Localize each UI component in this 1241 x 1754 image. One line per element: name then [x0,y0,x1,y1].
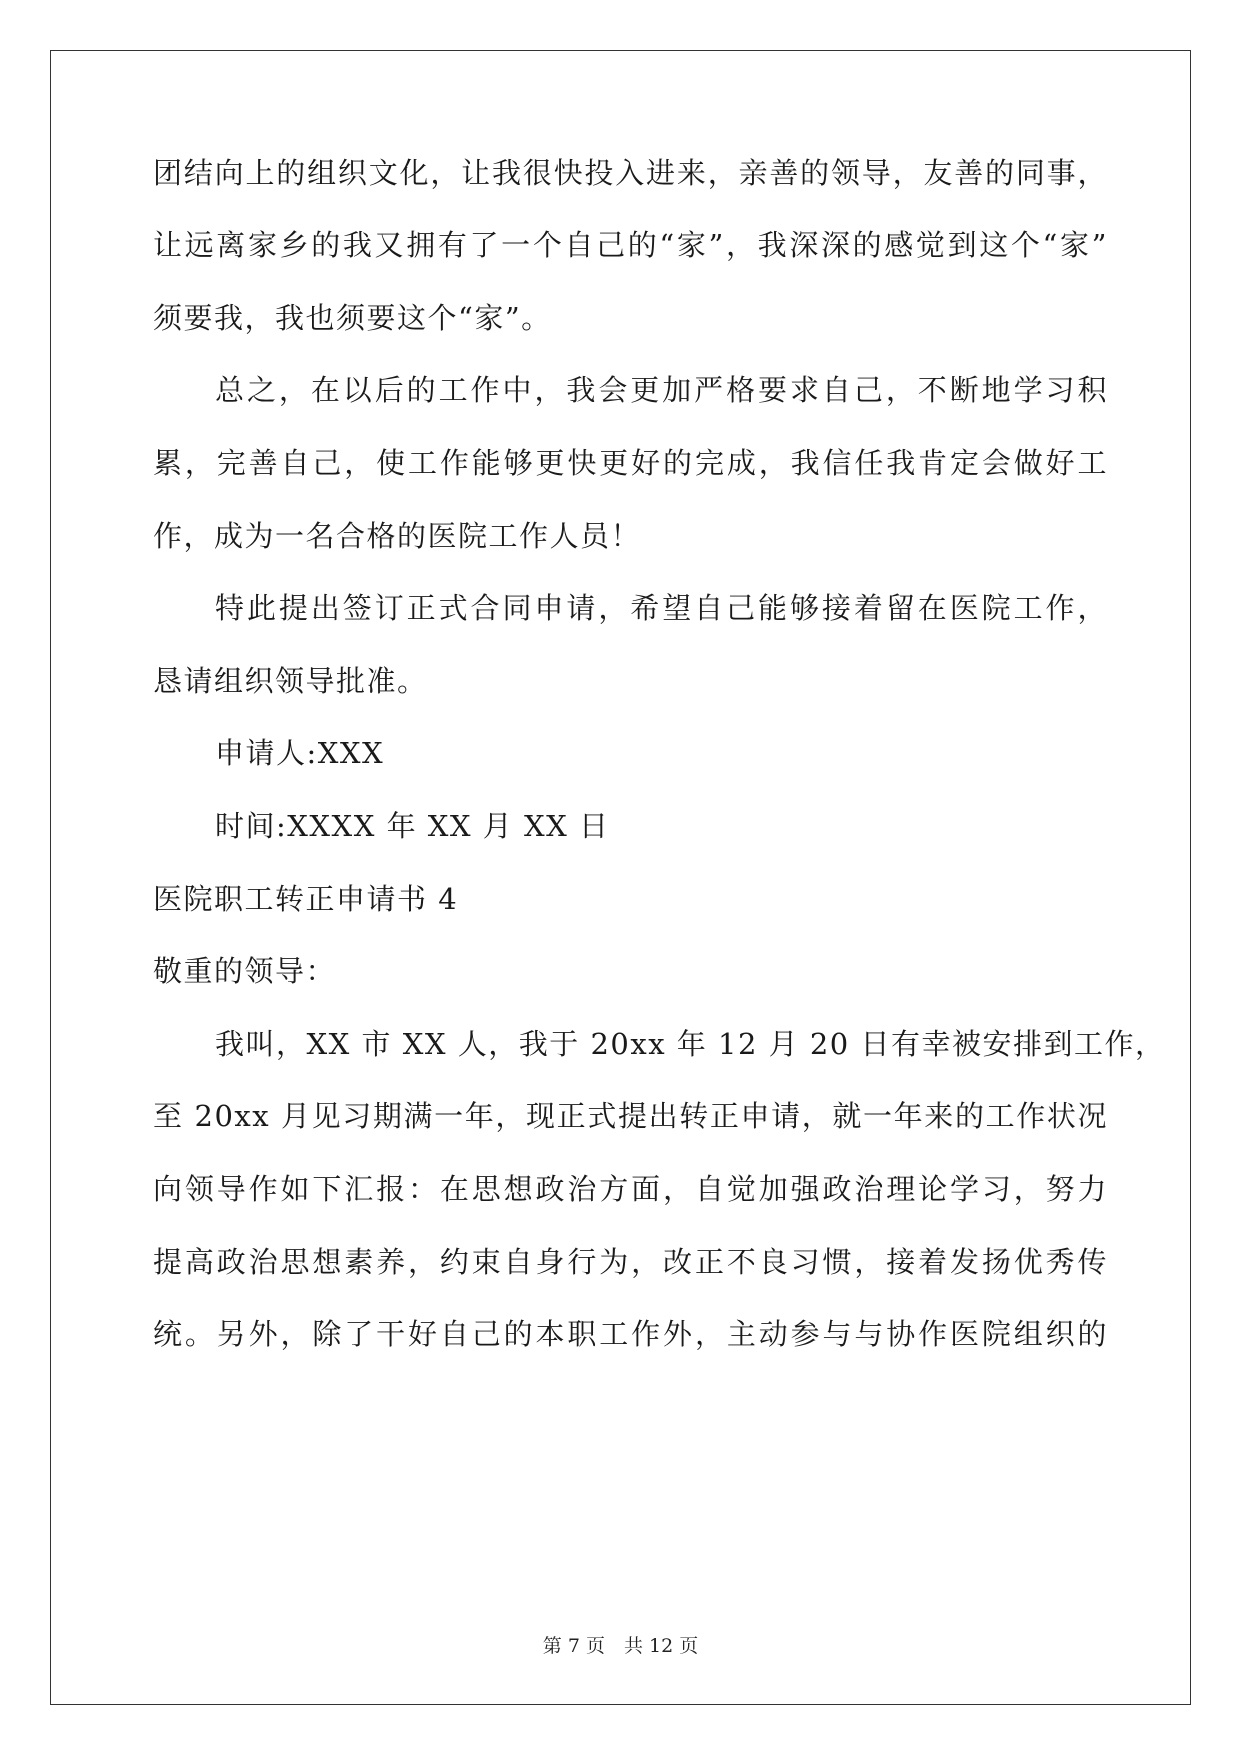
applicant-line: 申请人:XXX [215,736,385,770]
body-line: 特此提出签订正式合同申请，希望自己能够接着留在医院工作， [215,591,1108,625]
section-heading: 医院职工转正申请书 4 [153,882,459,916]
body-line: 总之，在以后的工作中，我会更加严格要求自己，不断地学习积 [215,373,1108,407]
salutation: 敬重的领导： [153,954,337,988]
body-line: 累，完善自己，使工作能够更快更好的完成，我信任我肯定会做好工 [153,446,1108,480]
body-line: 作，成为一名合格的医院工作人员！ [153,519,642,553]
body-line: 向领导作如下汇报：在思想政治方面，自觉加强政治理论学习，努力 [153,1172,1108,1206]
body-line: 统。另外，除了干好自己的本职工作外，主动参与与协作医院组织的 [153,1317,1108,1351]
body-line: 须要我，我也须要这个“家”。 [153,301,552,335]
page-number: 第 7 页 共 12 页 [542,1635,699,1657]
body-line: 让远离家乡的我又拥有了一个自己的“家”，我深深的感觉到这个“家” [153,228,1108,262]
body-line: 团结向上的组织文化，让我很快投入进来，亲善的领导，友善的同事， [153,156,1108,190]
date-line: 时间:XXXX 年 XX 月 XX 日 [215,809,610,843]
body-line: 我叫，XX 市 XX 人，我于 20xx 年 12 月 20 日有幸被安排到工作， [215,1027,1166,1061]
body-line: 至 20xx 月见习期满一年，现正式提出转正申请，就一年来的工作状况 [153,1099,1108,1133]
body-line: 恳请组织领导批准。 [153,664,428,698]
body-line: 提高政治思想素养，约束自身行为，改正不良习惯，接着发扬优秀传 [153,1245,1108,1279]
